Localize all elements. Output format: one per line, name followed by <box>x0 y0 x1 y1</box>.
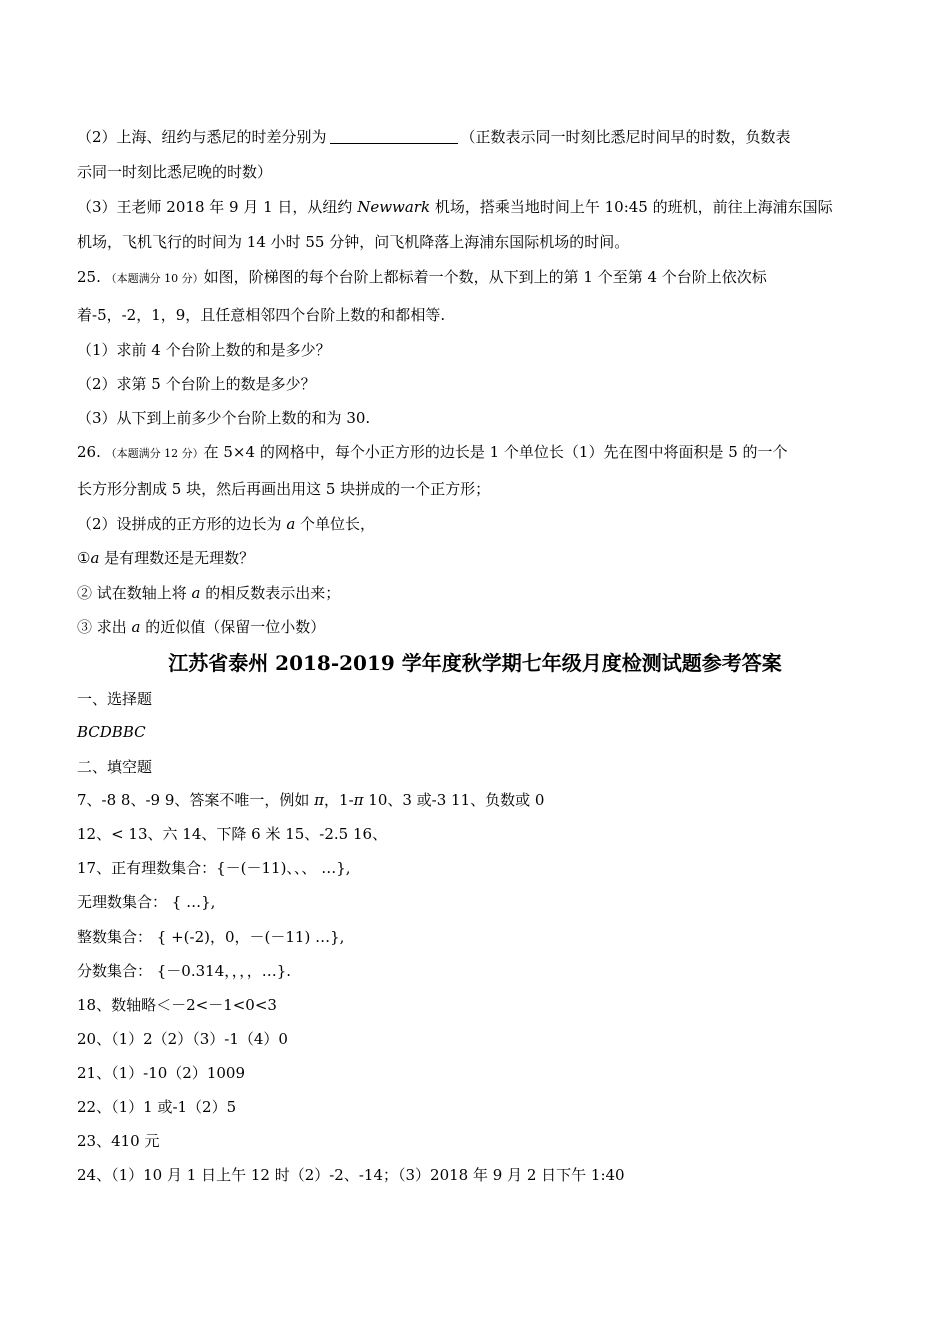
q24-part3-cont: 机场，飞机飞行的时间为 14 小时 55 分钟，问飞机降落上海浦东国际机场的时间。 <box>77 233 630 251</box>
circle-1: ① <box>77 549 91 567</box>
q26-text: 在 5×4 的网格中，每个小正方形的边长是 1 个单位长（1）先在图中将面积是 5 的一个 <box>203 443 788 461</box>
q25-number: 25. <box>77 268 106 286</box>
q24-part3-line <box>77 197 833 217</box>
q26-cont: 长方形分割成 5 块，然后再画出用这 5 块拼成的一个正方形； <box>77 480 491 498</box>
answer-20: 20、（1）2（2）（3）-1（4）0 <box>77 1030 288 1048</box>
q24-part3-a: （3）王老师 2018 年 9 月 1 日，从纽约 <box>77 198 358 216</box>
q24-part2-cont: 示同一时刻比悉尼晚的时数） <box>77 163 273 181</box>
q25-part3: （3）从下到上前多少个台阶上数的和为 30. <box>77 409 371 427</box>
section-choice-heading: 一、选择题 <box>77 690 153 708</box>
q26-part2 <box>77 514 375 534</box>
q25-text: 如图，阶梯图的每个台阶上都标着一个数，从下到上的第 1 个至第 4 个台阶上依次标 <box>203 268 767 286</box>
variable-a: a <box>191 584 201 602</box>
answer-12-16: 12、< 13、六 14、下降 6 米 15、-2.5 16、 <box>77 825 388 843</box>
answer-17-fraction: 分数集合： {－0.314，，，，…}. <box>77 962 292 980</box>
q25-part2: （2）求第 5 个台阶上的数是多少？ <box>77 375 316 393</box>
q25-line <box>77 267 767 289</box>
q25-part1: （1）求前 4 个台阶上数的和是多少？ <box>77 341 331 359</box>
choice-answers: BCDBBC <box>77 723 146 741</box>
q26-sub2 <box>77 583 340 603</box>
answer-18: 18、数轴略＜－2<－1<0<3 <box>77 996 277 1014</box>
variable-a: a <box>90 549 100 567</box>
q24-part3-b: 机场，搭乘当地时间上午 10:45 的班机，前往上海浦东国际 <box>430 198 833 216</box>
q25-score: （本题满分 10 分） <box>105 272 204 285</box>
q24-part2-line <box>77 127 791 147</box>
q26-sub3 <box>77 617 325 637</box>
answer-blank <box>330 129 458 144</box>
q26-sub1-text: 是有理数还是无理数？ <box>99 549 255 567</box>
answer-23: 23、410 元 <box>77 1132 160 1150</box>
q26-sub2-b: 的相反数表示出来； <box>200 584 341 602</box>
answer-21: 21、（1）-10（2）1009 <box>77 1064 246 1082</box>
q26-number: 26. <box>77 443 106 461</box>
q24-part2-label: （2）上海、纽约与悉尼的时差分别为 <box>77 128 327 146</box>
q26-sub3-a: ③ 求出 <box>77 618 132 636</box>
answer-22: 22、（1）1 或-1（2）5 <box>77 1098 237 1116</box>
answer-7-b: ，1- <box>324 791 354 809</box>
answer-7-11 <box>77 790 544 810</box>
q24-airport-name: Newwark <box>357 198 431 216</box>
q26-sub1 <box>77 548 254 568</box>
variable-a: a <box>131 618 141 636</box>
answer-17-integer: 整数集合： { +(-2)，0，－(－11) …}, <box>77 928 345 946</box>
answer-24: 24、（1）10 月 1 日上午 12 时（2）-2、-14；（3）2018 年 9 月 2 日下午 1:40 <box>77 1166 625 1184</box>
answer-17: 17、正有理数集合：{－(－11)、、、 …}, <box>77 859 351 877</box>
answer-17-irrational: 无理数集合： { …}, <box>77 893 216 911</box>
variable-a: a <box>286 515 296 533</box>
q26-part2-a: （2）设拼成的正方形的边长为 <box>77 515 287 533</box>
q24-part2-rest: （正数表示同一时刻比悉尼时间早的时数，负数表 <box>460 128 791 146</box>
answer-key-title: 江苏省泰州 2018-2019 学年度秋学期七年级月度检测试题参考答案 <box>168 651 782 675</box>
pi-symbol: π <box>314 791 325 809</box>
q25-cont: 着-5，-2，1，9，且任意相邻四个台阶上数的和都相等. <box>77 306 446 324</box>
answer-7-a: 7、-8 8、-9 9、答案不唯一，例如 <box>77 791 315 809</box>
q26-score: （本题满分 12 分） <box>105 447 204 460</box>
q26-sub2-a: ② 试在数轴上将 <box>77 584 192 602</box>
q26-sub3-b: 的近似值（保留一位小数） <box>140 618 326 636</box>
pi-symbol: π <box>353 791 364 809</box>
q26-part2-b: 个单位长， <box>295 515 376 533</box>
q26-line <box>77 442 788 464</box>
section-fill-heading: 二、填空题 <box>77 758 153 776</box>
answer-7-c: 10、3 或-3 11、负数或 0 <box>363 791 545 809</box>
